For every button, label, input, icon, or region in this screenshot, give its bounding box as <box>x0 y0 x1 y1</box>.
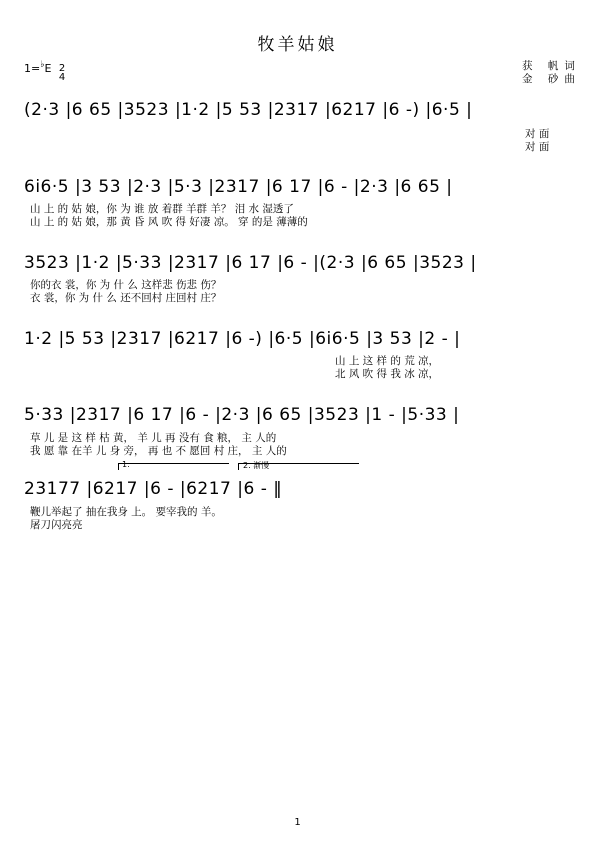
lyric-line-1: 山 上 这 样 的 荒 凉， <box>335 355 440 367</box>
key-prefix: 1= <box>24 62 41 75</box>
notation-line: (2·3 |6 65 |3523 |1·2 |5 53 |2317 |6217 |6 -) |6·5 | <box>24 100 473 120</box>
lyric-line-1: 你的衣 裳，你 为 什 么 这样悲 伤悲 伤？ <box>30 279 222 291</box>
key-signature <box>24 62 51 75</box>
volta-2-label: 2. 渐慢 <box>243 461 270 470</box>
time-signature <box>57 64 67 82</box>
system-6 <box>0 460 595 600</box>
lyric-line-2: 山 上 的 姑 娘，那 黄 昏 风 吹 得 好凄 凉。 穿 的是 薄薄的 <box>30 216 308 228</box>
notation-line: 23177 |6217 |6 - |6217 |6 - ‖ <box>24 479 283 499</box>
composer-credit: 金 砂曲 <box>522 73 581 85</box>
lyric-line-2: 我 愿 靠 在羊 儿 身 旁， 再 也 不 愿回 村 庄， 主 人的 <box>30 445 287 457</box>
key-note: E <box>44 62 52 75</box>
lyricist-credit: 获 帆词 <box>522 60 581 72</box>
lyric-line-2: 衣 裳，你 为 什 么 还不回村 庄回村 庄？ <box>30 292 222 304</box>
lyric-line-2: 对 面 <box>525 141 550 153</box>
notation-line: 3523 |1·2 |5·33 |2317 |6 17 |6 - |(2·3 |6 65 |3523 | <box>24 253 477 273</box>
lyric-line-1: 鞭儿举起了 抽在我身 上。 要宰我的 羊。 <box>30 506 222 518</box>
lyric-line-2: 屠刀闪亮亮 <box>30 519 83 531</box>
lyric-line-1: 山 上 的 姑 娘，你 为 谁 放 着群 羊群 羊？ 泪 水 湿透了 <box>30 203 294 215</box>
flat-sign: ♭ <box>40 60 45 70</box>
page-number: 1 <box>294 817 301 828</box>
notation-line: 5·33 |2317 |6 17 |6 - |2·3 |6 65 |3523 |1 - |5·33 | <box>24 405 460 425</box>
lyric-line-1: 草 儿 是 这 样 枯 黄， 羊 儿 再 没有 食 粮， 主 人的 <box>30 432 277 444</box>
time-bottom: 4 <box>58 72 66 83</box>
notation-line: 1·2 |5 53 |2317 |6217 |6 -) |6·5 |6i6·5 |3 53 |2 - | <box>24 329 461 349</box>
volta-1-label: 1. <box>122 460 130 469</box>
lyric-line-1: 对 面 <box>525 128 550 140</box>
song-title: 牧羊姑娘 <box>257 35 338 55</box>
time-top: 2 <box>58 63 66 74</box>
notation-line: 6i6·5 |3 53 |2·3 |5·3 |2317 |6 17 |6 - |2·3 |6 65 | <box>24 177 453 197</box>
volta-bracket-1 <box>118 463 229 470</box>
lyric-line-2: 北 风 吹 得 我 冰 凉， <box>335 368 440 380</box>
